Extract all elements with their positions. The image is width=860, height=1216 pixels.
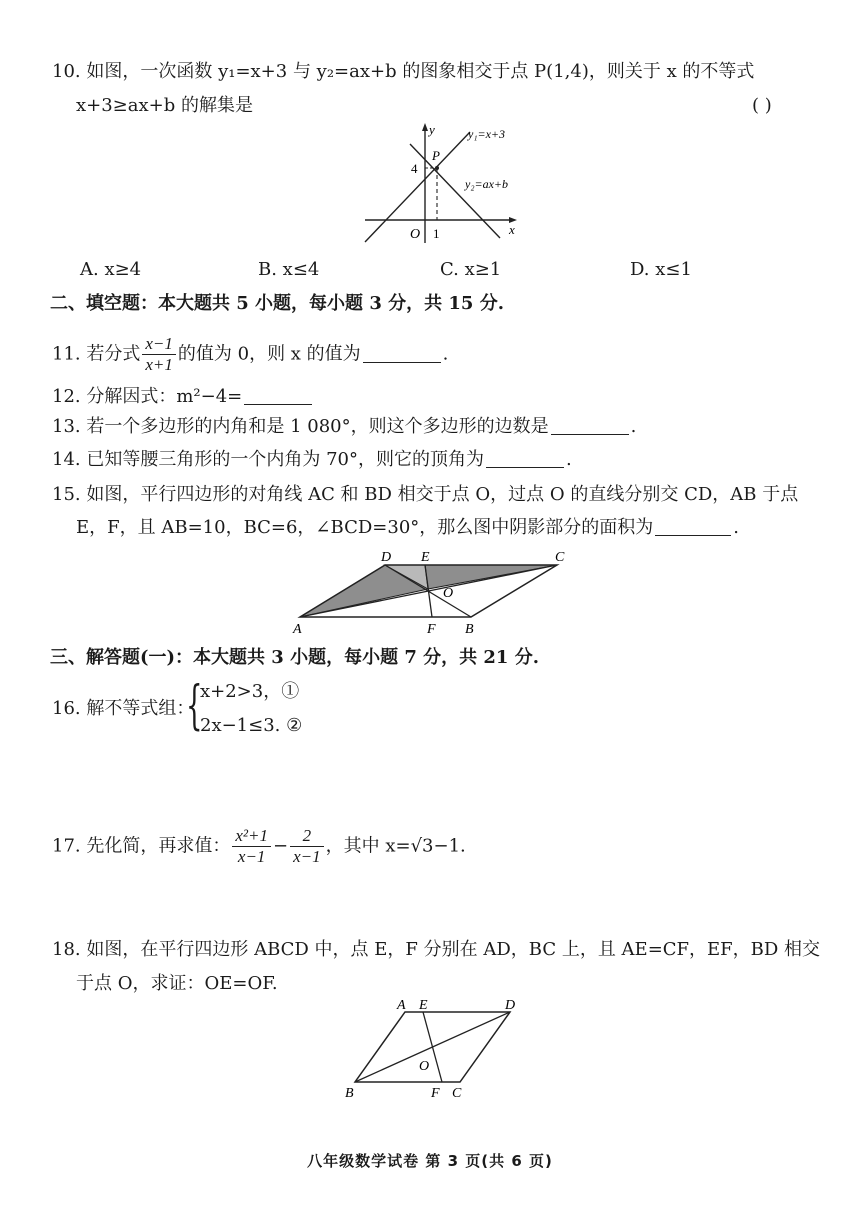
q12-line — [52, 385, 314, 409]
graph-label-P: P — [432, 148, 440, 163]
q16-brace: { — [186, 676, 203, 736]
q15-answer-blank[interactable] — [655, 517, 731, 536]
q13-line — [52, 415, 636, 439]
q17-prefix: 17. 先化简，再求值： — [52, 835, 231, 857]
q11-fraction — [142, 334, 176, 375]
q18-label-D: D — [505, 1000, 516, 1013]
q11-denominator: x+1 — [145, 355, 173, 374]
q15-label-O: O — [443, 586, 454, 601]
q15-parallelogram-figure — [285, 545, 575, 640]
graph-line-y1 — [365, 132, 470, 242]
q10-answer-paren: ( ) — [752, 95, 772, 116]
q11-suffix: 的值为 0，则 x 的值为 — [177, 343, 361, 365]
section2-title: 二、填空题：本大题共 5 小题，每小题 3 分，共 15 分. — [50, 293, 504, 314]
q15-end: . — [733, 517, 739, 538]
graph-label-O: O — [410, 227, 421, 242]
q17-minus: − — [272, 835, 289, 857]
q15-label-C: C — [555, 550, 565, 565]
q10-option-a: A. x≥4 — [80, 259, 142, 280]
q17-frac2-numerator: 2 — [290, 826, 324, 847]
q18-label-B: B — [345, 1086, 354, 1101]
q15-line2-text: E，F，且 AB=10，BC=6，∠BCD=30°，那么图中阴影部分的面积为 — [76, 517, 654, 538]
q11-prefix: 11. 若分式 — [52, 343, 141, 365]
q16-inequality-1: x+2>3，① — [200, 681, 300, 702]
q13-text: 13. 若一个多边形的内角和是 1 080°，则这个多边形的边数是 — [52, 416, 549, 437]
graph-line-y2 — [410, 144, 500, 238]
q15-label-D: D — [381, 550, 392, 565]
q10-line1: 10. 如图，一次函数 y₁=x+3 与 y₂=ax+b 的图象相交于点 P(1,4)，则关于 x 的不等式 — [52, 61, 755, 82]
q18-label-C: C — [452, 1086, 462, 1101]
graph-label-y2: y₂=ax+b — [465, 177, 509, 191]
q16-prefix: 16. 解不等式组： — [52, 698, 195, 719]
q12-text: 12. 分解因式：m²−4= — [52, 386, 243, 407]
graph-label-y1: y₁=x+3 — [468, 127, 506, 141]
q10-line2: x+3≥ax+b 的解集是 — [76, 95, 253, 116]
graph-label-1: 1 — [433, 226, 440, 241]
q16-inequality-2: 2x−1≤3. ② — [200, 715, 303, 736]
q14-answer-blank[interactable] — [486, 449, 564, 468]
q14-line — [52, 448, 572, 472]
q15-label-B: B — [465, 622, 474, 637]
graph-label-y: y — [429, 122, 435, 137]
q14-end: . — [565, 449, 572, 470]
q13-answer-blank[interactable] — [551, 416, 629, 435]
q12-answer-blank[interactable] — [244, 386, 312, 405]
q18-line2: 于点 O，求证：OE=OF. — [76, 973, 278, 994]
q13-end: . — [630, 416, 637, 437]
q18-parallelogram-figure — [335, 1000, 535, 1105]
q18-label-E: E — [419, 1000, 428, 1013]
q17-frac1-numerator: x²+1 — [232, 826, 271, 847]
q15-label-F: F — [427, 622, 436, 637]
q18-line1: 18. 如图，在平行四边形 ABCD 中，点 E，F 分别在 AD，BC 上，且 AE=CF，EF，BD 相交 — [52, 939, 821, 960]
q18-label-F: F — [431, 1086, 440, 1101]
q14-text: 14. 已知等腰三角形的一个内角为 70°，则它的顶角为 — [52, 449, 484, 470]
q10-graph — [355, 118, 540, 248]
page-footer: 八年级数学试卷 第 3 页(共 6 页) — [307, 1152, 553, 1170]
q17-suffix: ，其中 x=√3−1. — [325, 835, 466, 857]
q11-end: . — [442, 343, 449, 365]
q10-option-d: D. x≤1 — [630, 259, 692, 280]
section3-title: 三、解答题(一)：本大题共 3 小题，每小题 7 分，共 21 分. — [50, 647, 539, 668]
q18-label-O: O — [419, 1059, 430, 1074]
q11-line — [52, 334, 448, 375]
q10-option-c: C. x≥1 — [440, 259, 502, 280]
graph-label-4: 4 — [411, 161, 418, 176]
q17-frac1-denominator: x−1 — [237, 847, 266, 866]
q15-line1: 15. 如图，平行四边形的对角线 AC 和 BD 相交于点 O，过点 O 的直线分别交 CD，AB 于点 — [52, 484, 799, 505]
q17-line — [52, 826, 466, 867]
q15-line2 — [76, 516, 739, 540]
q10-option-b: B. x≤4 — [258, 259, 320, 280]
q17-frac2-denominator: x−1 — [293, 847, 321, 866]
graph-label-x: x — [509, 222, 515, 237]
q17-fraction-1 — [232, 826, 271, 867]
q15-label-A: A — [293, 622, 302, 637]
q11-numerator: x−1 — [142, 334, 176, 355]
q18-label-A: A — [397, 1000, 406, 1013]
q15-label-E: E — [421, 550, 430, 565]
q11-answer-blank[interactable] — [363, 344, 441, 363]
q17-fraction-2 — [290, 826, 324, 867]
